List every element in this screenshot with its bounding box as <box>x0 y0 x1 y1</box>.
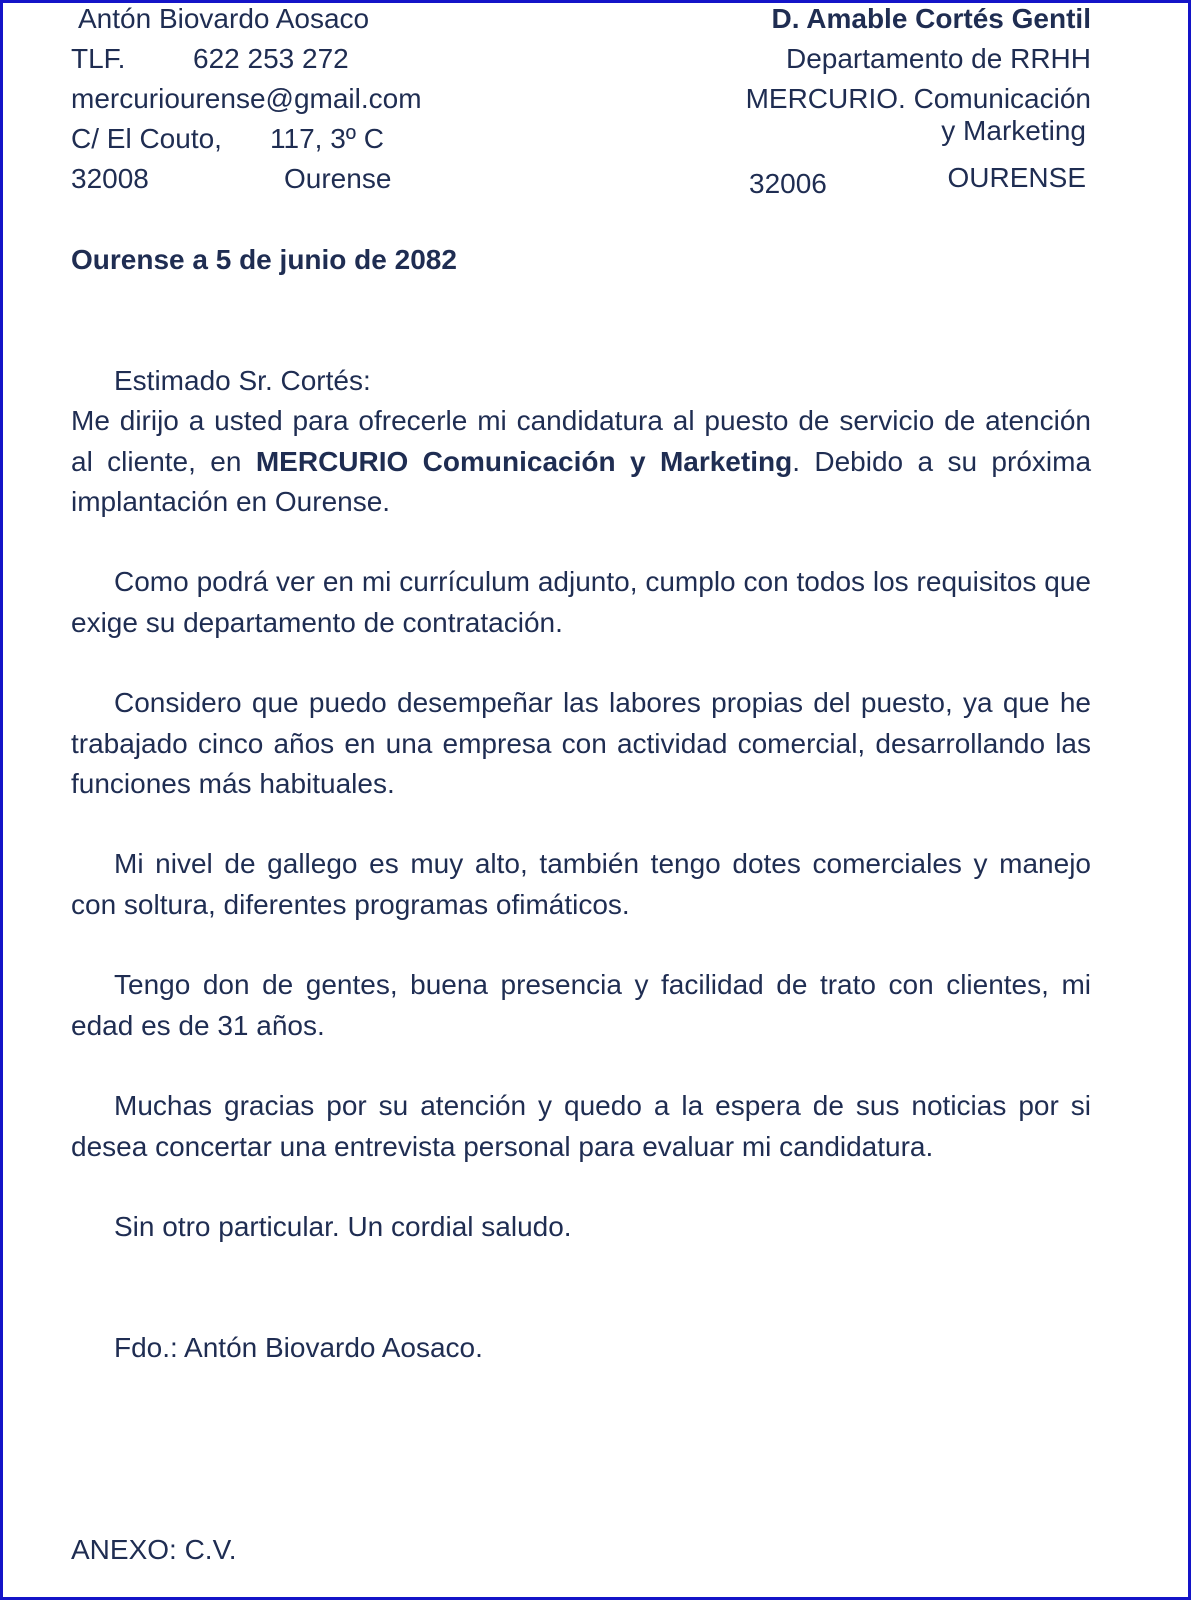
sender-email: mercuriourense@gmail.com <box>71 83 422 114</box>
signature: Fdo.: Antón Biovardo Aosaco. <box>114 1332 483 1363</box>
annex-note: ANEXO: C.V. <box>71 1534 237 1565</box>
paragraph-4: Mi nivel de gallego es muy alto, también tengo dotes comerciales y manejo con soltura, diferentes programas ofimáticos. <box>71 848 1091 920</box>
greeting: Estimado Sr. Cortés: <box>114 365 371 396</box>
recipient-company-line1: MERCURIO. Comunicación <box>745 83 1091 114</box>
recipient-postal-code: 32006 <box>749 168 827 199</box>
paragraph-5: Tengo don de gentes, buena presencia y facilidad de trato con clientes, mi edad es de 31 años. <box>71 969 1091 1041</box>
sender-phone: 622 253 272 <box>193 43 349 74</box>
paragraph-1-text-end: . Debido a su próxima implantación en Ourense. <box>71 445 1092 517</box>
sender-postal-code: 32008 <box>71 163 149 194</box>
paragraph-2: Como podrá ver en mi currículum adjunto, cumplo con todos los requisitos que exige su departamento de contratación. <box>71 566 1091 638</box>
paragraph-1-text-start: Me dirijo a usted para ofrecerle mi candidatura al puesto de servicio de atención al cliente, en <box>71 405 1091 477</box>
sender-street-number: 117, 3º C <box>270 123 384 154</box>
recipient-city: OURENSE <box>947 162 1086 193</box>
sender-phone-label: TLF. <box>71 43 126 74</box>
paragraph-3: Considero que puedo desempeñar las labores propias del puesto, ya que he trabajado cinco años en una empresa con actividad comercial, desarrollando las funciones más habituales. <box>71 687 1091 799</box>
letter-date: Ourense a 5 de junio de 2082 <box>71 244 457 275</box>
sender-city: Ourense <box>284 163 392 194</box>
paragraph-6: Muchas gracias por su atención y quedo a la espera de sus noticias por si desea concertar una entrevista personal para evaluar mi candidatura. <box>71 1090 1091 1162</box>
closing: Sin otro particular. Un cordial saludo. <box>114 1211 572 1242</box>
recipient-company-line2: y Marketing <box>941 115 1086 146</box>
recipient-department: Departamento de RRHH <box>785 43 1091 74</box>
paragraph-1 <box>71 401 1091 523</box>
recipient-name: D. Amable Cortés Gentil <box>771 3 1091 34</box>
sender-name: Antón Biovardo Aosaco <box>78 3 370 34</box>
company-name-bold: MERCURIO Comunicación y Marketing <box>255 445 793 477</box>
sender-street: C/ El Couto, <box>71 123 222 154</box>
